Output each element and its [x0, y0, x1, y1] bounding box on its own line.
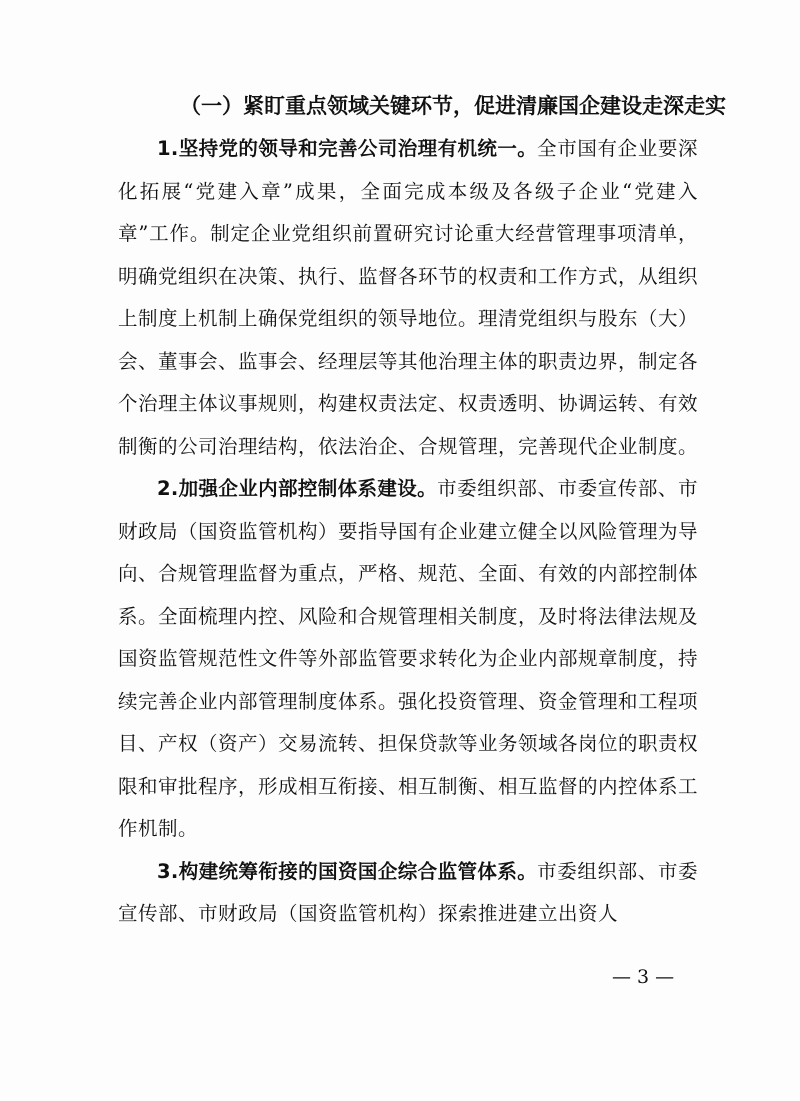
paragraph-2-lead: 2.加强企业内部控制体系建设。 [157, 477, 438, 500]
paragraph-1 [118, 128, 698, 468]
paragraph-3-body: 市委组织部、市委宣传部、市财政局（国资监管机构）探索推进建立出资人 [118, 859, 698, 925]
section-heading: （一）紧盯重点领域关键环节，促进清廉国企建设走深走实 [180, 94, 726, 118]
document-body [118, 84, 726, 936]
paragraph-2 [118, 468, 698, 851]
paragraph-1-lead: 1.坚持党的领导和完善公司治理有机统一。 [157, 137, 538, 160]
paragraph-2-body: 市委组织部、市委宣传部、市财政局（国资监管机构）要指导国有企业建立健全以风险管理为导向、合规管理监督为重点，严格、规范、全面、有效的内部控制体系。全面梳理内控、风险和合规管理相关制度，及时将法律法规及国资监管规范性文件等外部监管要求转化为企业内部规章制度，持续完善企业内部管理制度体系。强化投资管理、资金管理和工程项目、产权（资产）交易流转、担保贷款等业务领域各岗位的职责权限和审批程序，形成相互衔接、相互制衡、相互监督的内控体系工作机制。 [118, 477, 699, 840]
page-number: — 3 — [612, 966, 675, 988]
paragraph-1-body: 全市国有企业要深化拓展“党建入章”成果，全面完成本级及各级子企业“党建入章”工作。制定企业党组织前置研究讨论重大经营管理事项清单，明确党组织在决策、执行、监督各环节的权责和工作方式，从组织上制度上机制上确保党组织的领导地位。理清党组织与股东（大）会、董事会、监事会、经理层等其他治理主体的职责边界，制定各个治理主体议事规则，构建权责法定、权责透明、协调运转、有效制衡的公司治理结构，依法治企、合规管理，完善现代企业制度。 [118, 137, 699, 458]
paragraph-3 [118, 851, 698, 936]
paragraph-3-lead: 3.构建统筹衔接的国资国企综合监管体系。 [157, 859, 538, 883]
